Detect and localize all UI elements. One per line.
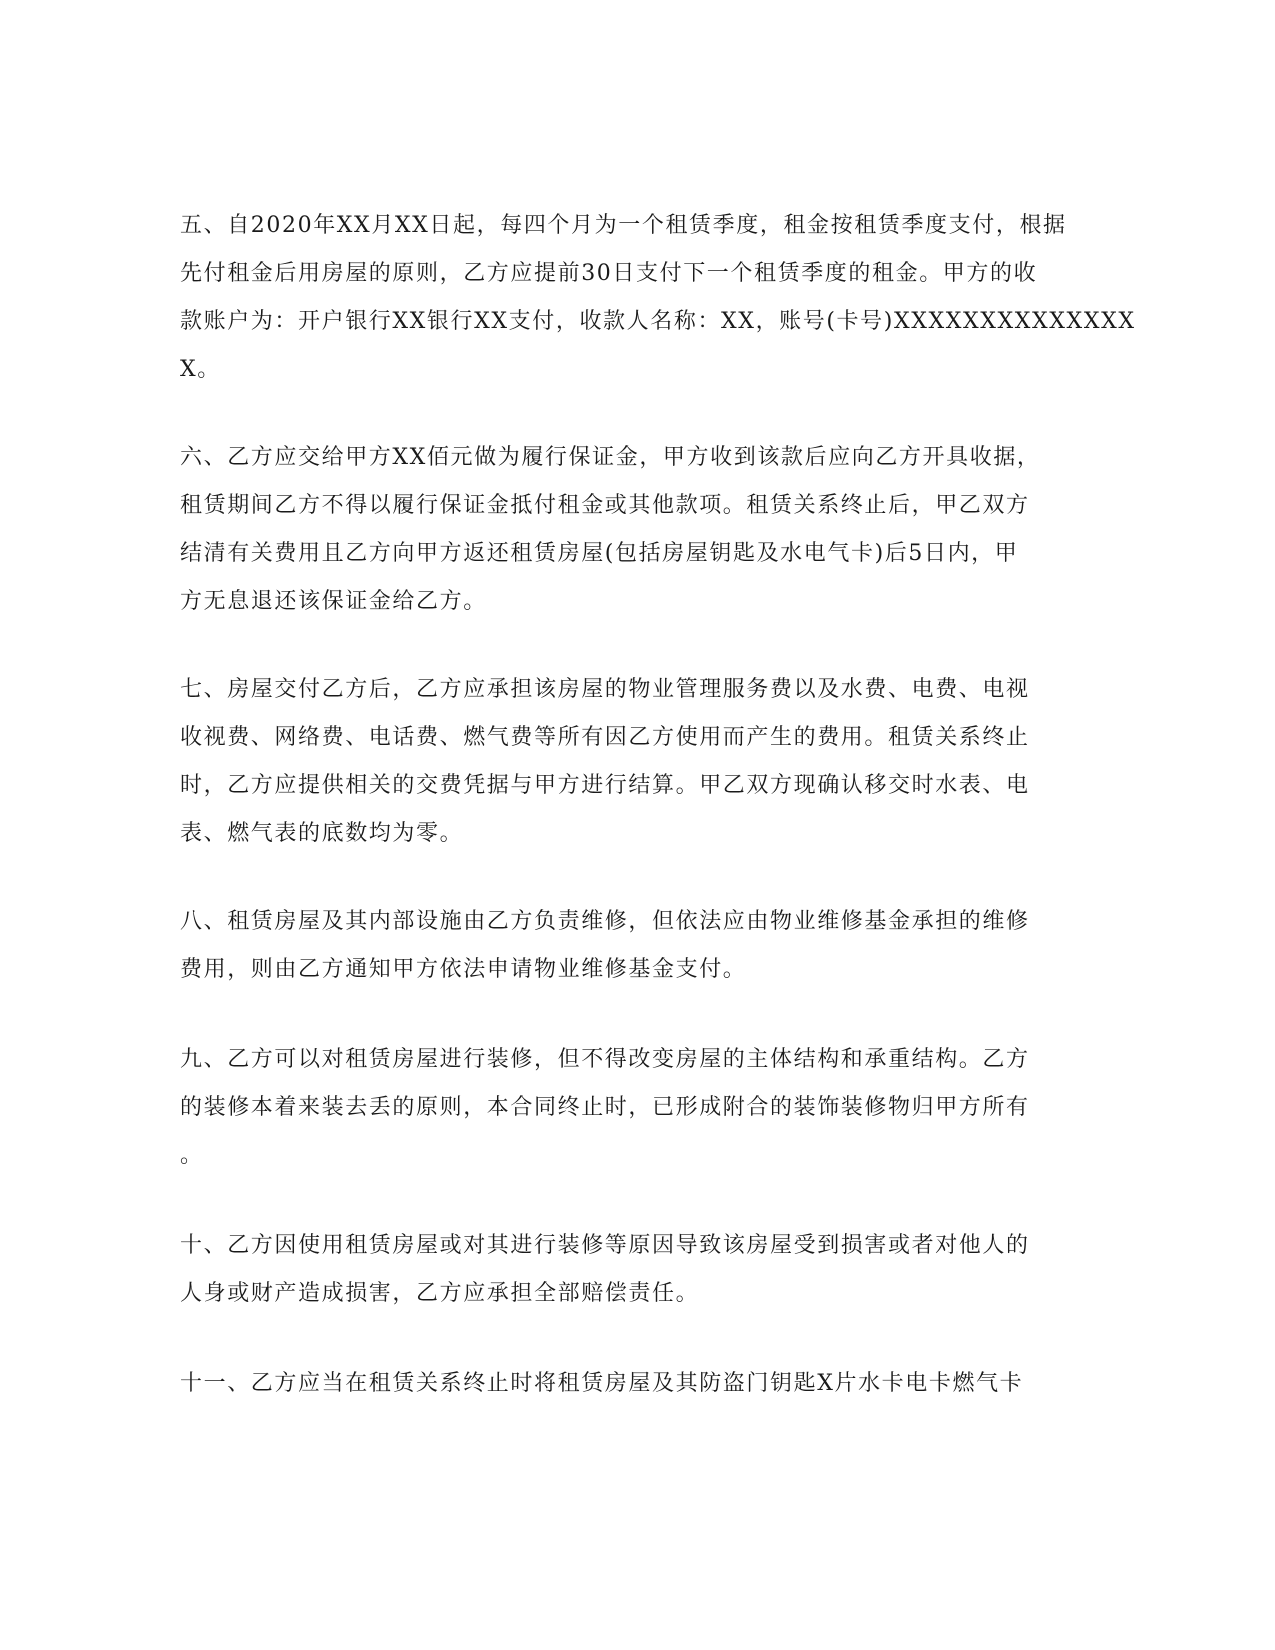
text-line: 表、燃气表的底数均为零。 bbox=[180, 821, 464, 846]
text-line: 的装修本着来装去丢的原则，本合同终止时，已形成附合的装饰装修物归甲方所有 bbox=[180, 1095, 1030, 1120]
text-line: 款账户为：开户银行XX银行XX支付，收款人名称：XX，账号(卡号)XXXXXXXXXXXXXX bbox=[180, 309, 1136, 334]
text-line: 方无息退还该保证金给乙方。 bbox=[180, 589, 487, 614]
text-line: 结清有关费用且乙方向甲方返还租赁房屋(包括房屋钥匙及水电气卡)后5日内，甲 bbox=[180, 541, 1019, 566]
clause-10-paragraph bbox=[180, 1222, 1080, 1318]
text-line: 收视费、网络费、电话费、燃气费等所有因乙方使用而产生的费用。租赁关系终止 bbox=[180, 725, 1030, 750]
text-line: 租赁期间乙方不得以履行保证金抵付租金或其他款项。租赁关系终止后，甲乙双方 bbox=[180, 493, 1030, 518]
clause-11-paragraph bbox=[180, 1360, 1080, 1408]
text-line: 时，乙方应提供相关的交费凭据与甲方进行结算。甲乙双方现确认移交时水表、电 bbox=[180, 773, 1030, 798]
text-line: 十、乙方因使用租赁房屋或对其进行装修等原因导致该房屋受到损害或者对他人的 bbox=[180, 1233, 1030, 1258]
text-line: 十一、乙方应当在租赁关系终止时将租赁房屋及其防盗门钥匙X片水卡电卡燃气卡 bbox=[180, 1371, 1024, 1396]
text-line: 。 bbox=[180, 1143, 204, 1168]
text-line: 人身或财产造成损害，乙方应承担全部赔偿责任。 bbox=[180, 1281, 700, 1306]
clause-7-paragraph bbox=[180, 666, 1080, 858]
text-line: 七、房屋交付乙方后，乙方应承担该房屋的物业管理服务费以及水费、电费、电视 bbox=[180, 677, 1030, 702]
clause-6-paragraph bbox=[180, 434, 1080, 626]
text-line: 费用，则由乙方通知甲方依法申请物业维修基金支付。 bbox=[180, 957, 747, 982]
clause-9-paragraph bbox=[180, 1036, 1080, 1180]
text-line: 六、乙方应交给甲方XX佰元做为履行保证金，甲方收到该款后应向乙方开具收据， bbox=[180, 445, 1041, 470]
clause-5-paragraph bbox=[180, 202, 1136, 394]
text-line: 八、租赁房屋及其内部设施由乙方负责维修，但依法应由物业维修基金承担的维修 bbox=[180, 909, 1030, 934]
text-line: 九、乙方可以对租赁房屋进行装修，但不得改变房屋的主体结构和承重结构。乙方 bbox=[180, 1047, 1030, 1072]
text-line: 五、自2020年XX月XX日起，每四个月为一个租赁季度，租金按租赁季度支付，根据 bbox=[180, 213, 1067, 238]
text-line: X。 bbox=[180, 357, 221, 382]
clause-8-paragraph bbox=[180, 898, 1080, 994]
text-line: 先付租金后用房屋的原则，乙方应提前30日支付下一个租赁季度的租金。甲方的收 bbox=[180, 261, 1038, 286]
